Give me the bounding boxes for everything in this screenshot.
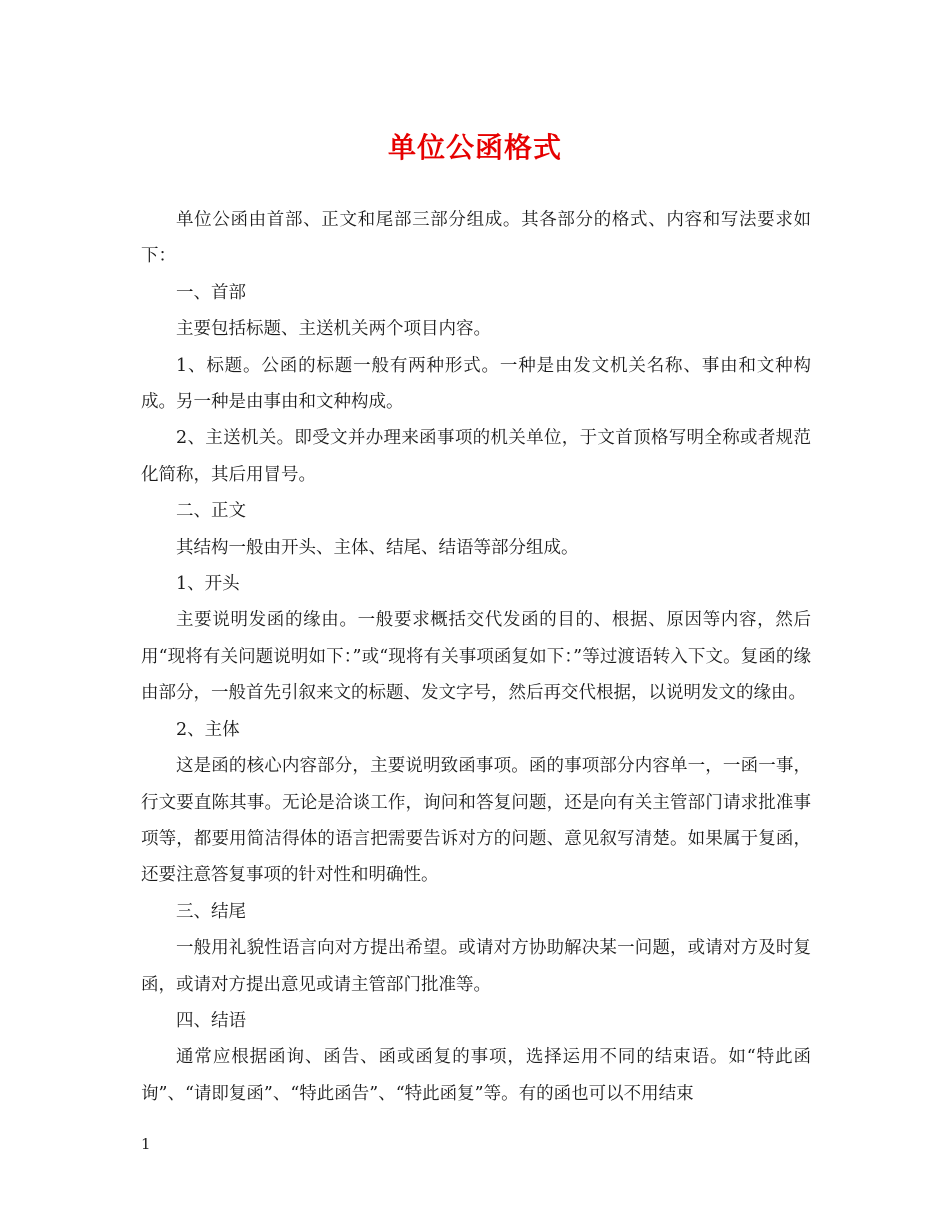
subheading-main: 2、主体 bbox=[176, 719, 240, 740]
section-heading-body: 二、正文 bbox=[176, 501, 246, 522]
paragraph-ending: 一般用礼貌性语言向对方提出希望。或请对方协助解决某一问题，或请对方及时复函，或请对方提出意见或请主管部门批准等。 bbox=[141, 938, 811, 995]
paragraph-recipient: 2、主送机关。即受文并办理来函事项的机关单位，于文首顶格写明全称或者规范化简称，其后用冒号。 bbox=[141, 428, 811, 485]
paragraph-main: 这是函的核心内容部分，主要说明致函事项。函的事项部分内容单一，一函一事，行文要直陈其事。无论是洽谈工作，询问和答复问题，还是向有关主管部门请求批准事项等，都要用简洁得体的语言把需要告诉对方的问题、意见叙写清楚。如果属于复函，还要注意答复事项的针对性和明确性。 bbox=[141, 756, 811, 886]
page-number: 1 bbox=[141, 1135, 151, 1153]
paragraph-title-forms: 1、标题。公函的标题一般有两种形式。一种是由发文机关名称、事由和文种构成。另一种是由事由和文种构成。 bbox=[141, 355, 811, 413]
paragraph-opening: 主要说明发函的缘由。一般要求概括交代发函的目的、根据、原因等内容，然后用“现将有关问题说明如下：”或“现将有关事项函复如下：”等过渡语转入下文。复函的缘由部分，一般首先引叙来文的标题、发文字号，然后再交代根据，以说明发文的缘由。 bbox=[141, 610, 811, 704]
paragraph-intro: 单位公函由首部、正文和尾部三部分组成。其各部分的格式、内容和写法要求如下： bbox=[141, 210, 811, 267]
document-body bbox=[141, 202, 811, 1112]
section-heading-ending: 三、结尾 bbox=[176, 901, 246, 922]
subheading-opening: 1、开头 bbox=[176, 574, 240, 595]
document-title: 单位公函格式 bbox=[387, 131, 562, 164]
section-heading-header: 一、首部 bbox=[176, 282, 246, 303]
section-heading-closing: 四、结语 bbox=[176, 1010, 246, 1031]
paragraph-body-structure: 其结构一般由开头、主体、结尾、结语等部分组成。 bbox=[176, 537, 579, 558]
paragraph-closing: 通常应根据函询、函告、函或函复的事项，选择运用不同的结束语。如“特此函询”、“请即复函”、“特此函告”、“特此函复”等。有的函也可以不用结束 bbox=[141, 1047, 811, 1104]
paragraph-header-items: 主要包括标题、主送机关两个项目内容。 bbox=[176, 319, 491, 340]
